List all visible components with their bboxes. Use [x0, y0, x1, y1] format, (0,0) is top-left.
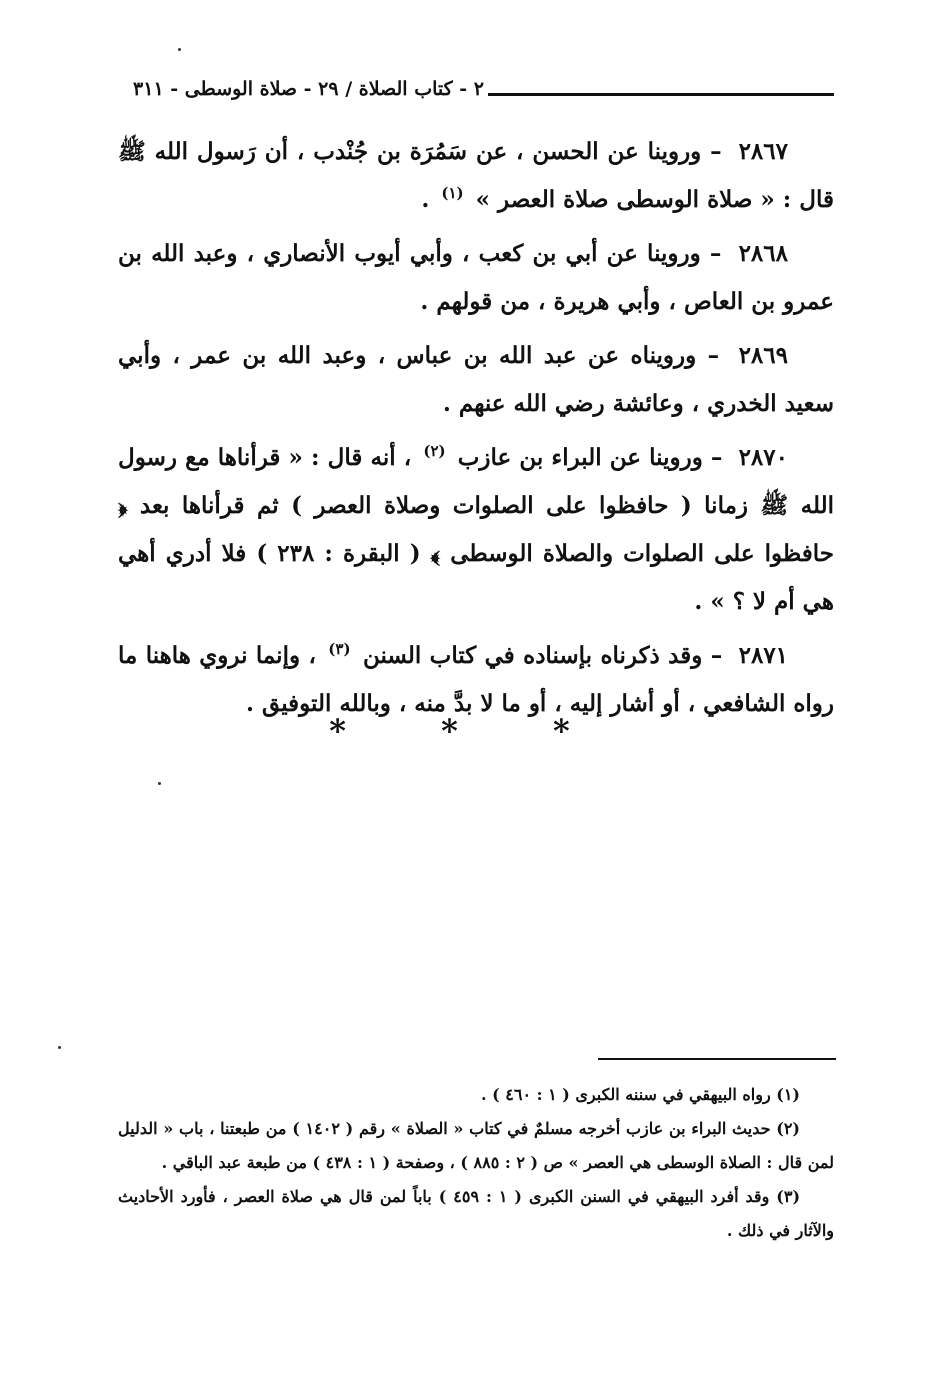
paragraph-text: – وروينا عن البراء بن عازب	[457, 444, 723, 471]
paragraph-number: ٢٨٦٩	[738, 342, 788, 369]
footnotes	[118, 1078, 834, 1248]
paragraph-number: ٢٨٧١	[738, 642, 789, 669]
footnote-1: (١) رواه البيهقي في سننه الكبرى ( ١ : ٤٦٠ ) .	[480, 1085, 800, 1104]
paragraph-number: ٢٨٦٧	[738, 138, 788, 165]
footnote-2: (٢) حديث البراء بن عازب أخرجه مسلمٌ في كتاب « الصلاة » رقم ( ١٤٠٢ ) من طبعتنا ، باب « الدليل لمن قال : الصلاة الوسطى هي العصر » ص ( ٢ : ٨٨٥ ) ، وصفحة ( ١ : ٤٣٨ ) من طبعة عبد الباقي .	[118, 1119, 834, 1172]
scan-speck	[58, 1046, 61, 1049]
scan-speck	[158, 782, 161, 785]
running-title: ٢ - كتاب الصلاة / ٢٩ - صلاة الوسطى - ٣١١	[133, 78, 484, 100]
footnote-ref-1[interactable]: (١)	[441, 184, 464, 203]
main-text	[118, 128, 834, 734]
paragraph-number: ٢٨٧٠	[738, 444, 788, 471]
header-rule	[488, 93, 834, 96]
paragraph-text-tail: .	[421, 186, 430, 213]
footnote-rule	[598, 1058, 836, 1060]
footnote-ref-2[interactable]: (٢)	[423, 442, 446, 461]
paragraph-2869	[118, 332, 834, 428]
paragraph-number: ٢٨٦٨	[738, 240, 788, 267]
running-header	[118, 72, 834, 116]
paragraph-2870	[118, 434, 834, 626]
paragraph-text-tail: ، أنه قال : « قرأناها مع رسول الله ﷺ زمانا ( حافظوا على الصلوات وصلاة العصر ) ثم قرأناها بعد ﴿ حافظوا على الصلوات والصلاة الوسطى ﴾ ( البقرة : ٢٣٨ ) فلا أدري أهي هي أم لا ؟ » .	[118, 444, 835, 615]
paragraph-2867	[118, 128, 834, 224]
paragraph-2868	[118, 230, 834, 326]
paragraph-text-tail: ، وإنما نروي هاهنا ما رواه الشافعي ، أو أشار إليه ، أو ما لا بدَّ منه ، وبالله التوفيق .	[118, 642, 834, 717]
paragraph-text: – وروينا عن الحسن ، عن سَمُرَة بن جُنْدب ، أن رَسول الله ﷺ قال : « صلاة الوسطى صلاة العصر »	[118, 138, 834, 213]
footnote-3: (٣) وقد أفرد البيهقي في السنن الكبرى ( ١ : ٤٥٩ ) باباً لمن قال هي صلاة العصر ، فأورد الأحاديث والآثار في ذلك .	[118, 1187, 834, 1240]
paragraph-text: – وقد ذكرناه بإسناده في كتاب السنن	[362, 642, 723, 669]
paragraph-text: – وروينا عن أبي بن كعب ، وأبي أيوب الأنصاري ، وعبد الله بن عمرو بن العاص ، وأبي هريرة ، من قولهم .	[118, 240, 834, 315]
scan-speck	[178, 48, 181, 51]
footnote-ref-3[interactable]: (٣)	[328, 640, 351, 659]
section-separator: * * *	[329, 712, 612, 750]
paragraph-text: – ورويناه عن عبد الله بن عباس ، وعبد الله بن عمر ، وأبي سعيد الخدري ، وعائشة رضي الله عنهم .	[118, 342, 834, 417]
